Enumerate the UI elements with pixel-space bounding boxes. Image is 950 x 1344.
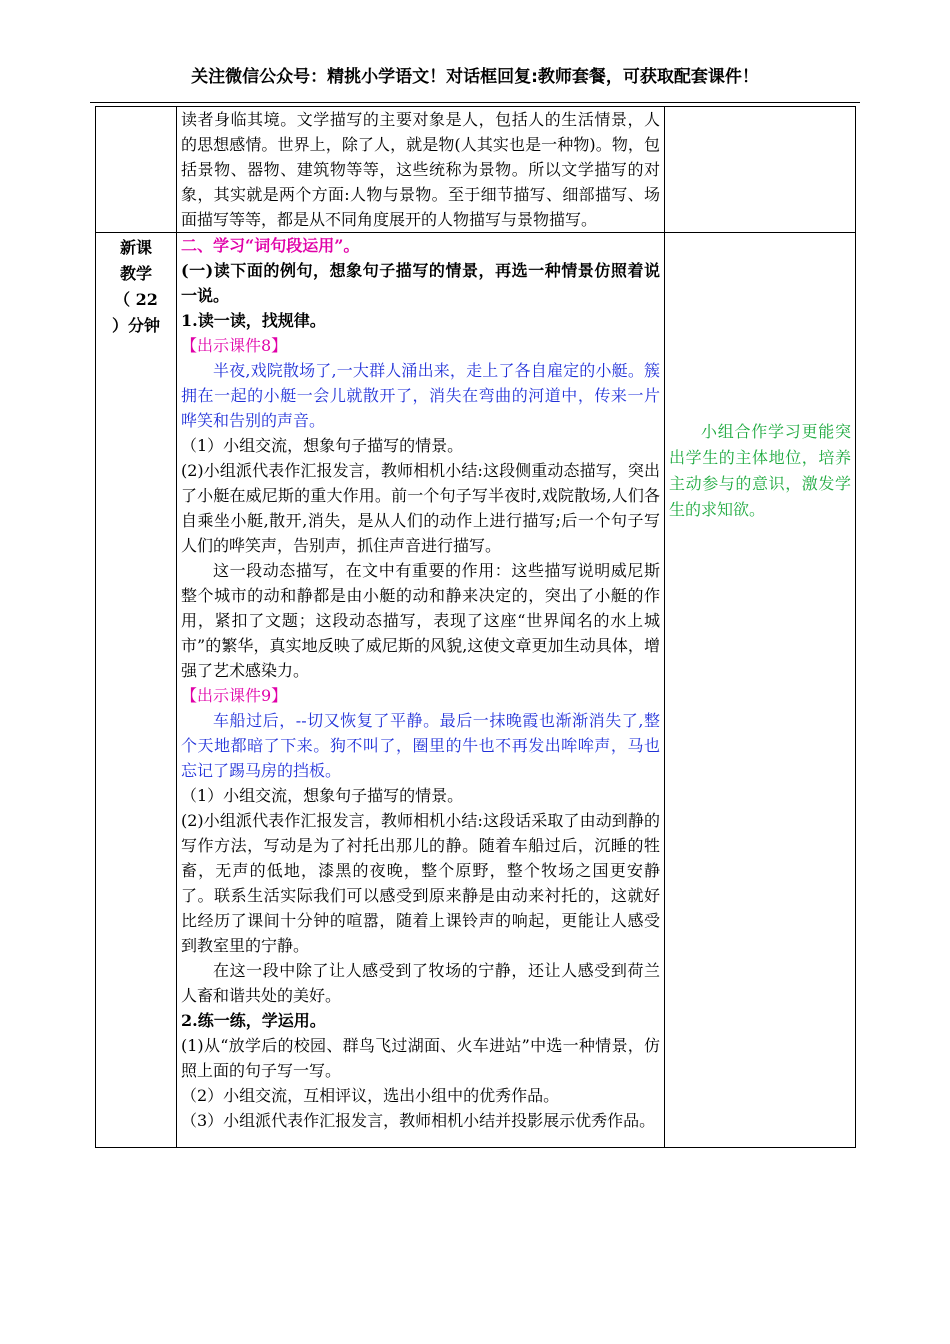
stage-cell <box>96 107 177 233</box>
header-divider <box>90 102 860 103</box>
note-cell <box>665 233 856 1148</box>
step-title: 1.读一读，找规律。 <box>181 311 326 330</box>
table-row <box>96 233 856 1148</box>
stage-cell <box>96 233 177 1148</box>
activity-item: （1）小组交流，想象句子描写的情景。 <box>181 436 464 455</box>
stage-label: 教学 <box>119 264 152 283</box>
analysis-paragraph: 这一段动态描写，在文中有重要的作用：这些描写说明威尼斯整个城市的动和静都是由小艇的动和静来决定的，突出了小艇的作用，紧扣了文题；这段动态描写，表现了这座“世界闻名的水上城市”的繁华，真实地反映了威尼斯的风貌,这使文章更加生动具体，增强了艺术感染力。 <box>181 561 660 680</box>
page-header: 关注微信公众号：精挑小学语文！对话框回复:教师套餐，可获取配套课件！ <box>191 67 759 87</box>
example-passage: 半夜,戏院散场了,一大群人涌出来，走上了各自雇定的小艇。簇拥在一起的小艇一会儿就散开了，消失在弯曲的河道中，传来一片哗笑和告别的声音。 <box>181 361 660 430</box>
table-row <box>96 107 856 233</box>
step-title: 2.练一练，学运用。 <box>181 1011 326 1030</box>
part-title: (一)读下面的例句，想象句子描写的情景，再选一种情景仿照着说一说。 <box>181 261 660 305</box>
activity-item: （1）小组交流，想象句子描写的情景。 <box>181 786 464 805</box>
stage-duration: （ 22 <box>114 290 158 309</box>
lesson-plan-table <box>95 106 856 1148</box>
stage-label: 新课 <box>119 238 152 257</box>
activity-item: (1)从“放学后的校园、群鸟飞过湖面、火车进站”中选一种情景，仿照上面的句子写一写。 <box>181 1036 660 1080</box>
intro-paragraph: 读者身临其境。文学描写的主要对象是人，包括人的生活情景，人的思想感情。世界上，除了人，就是物(人其实也是一种物)。物，包括景物、器物、建筑物等等，这些统称为景物。所以文学描写的对象，其实就是两个方面:人物与景物。至于细节描写、细部描写、场面描写等等，都是从不同角度展开的人物描写与景物描写。 <box>181 110 660 229</box>
analysis-paragraph: 在这一段中除了让人感受到了牧场的宁静，还让人感受到荷兰人畜和谐共处的美好。 <box>181 961 660 1005</box>
example-passage: 车船过后，--切又恢复了平静。最后一抹晚霞也渐渐消失了,整个天地都暗了下来。狗不叫了，圈里的牛也不再发出哞哞声，马也忘记了踢马房的挡板。 <box>181 711 660 780</box>
content-cell <box>177 107 665 233</box>
courseware-label: 【出示课件9】 <box>181 686 288 705</box>
stage-duration: ）分钟 <box>111 316 160 335</box>
content-cell <box>177 233 665 1148</box>
activity-item: （3）小组派代表作汇报发言，教师相机小结并投影展示优秀作品。 <box>181 1111 656 1130</box>
section-title: 二、学习“词句段运用”。 <box>181 236 360 255</box>
activity-item: （2）小组交流，互相评议，选出小组中的优秀作品。 <box>181 1086 560 1105</box>
courseware-label: 【出示课件8】 <box>181 336 288 355</box>
note-cell <box>665 107 856 233</box>
activity-item: (2)小组派代表作汇报发言，教师相机小结:这段侧重动态描写，突出了小艇在威尼斯的重大作用。前一个句子写半夜时,戏院散场,人们各自乘坐小艇,散开,消失，是从人们的动作上进行描写;后一个句子写人们的哗笑声，告别声，抓住声音进行描写。 <box>181 461 660 555</box>
activity-item: (2)小组派代表作汇报发言，教师相机小结:这段话采取了由动到静的写作方法，写动是为了衬托出那儿的静。随着车船过后，沉睡的牲畜，无声的低地，漆黑的夜晚，整个原野，整个牧场之国更安静了。联系生活实际我们可以感受到原来静是由动来衬托的，这就好比经历了课间十分钟的喧嚣，随着上课铃声的响起，更能让人感受到教室里的宁静。 <box>181 811 660 955</box>
design-intent-note: 小组合作学习更能突出学生的主体地位，培养主动参与的意识，激发学生的求知欲。 <box>669 422 851 519</box>
